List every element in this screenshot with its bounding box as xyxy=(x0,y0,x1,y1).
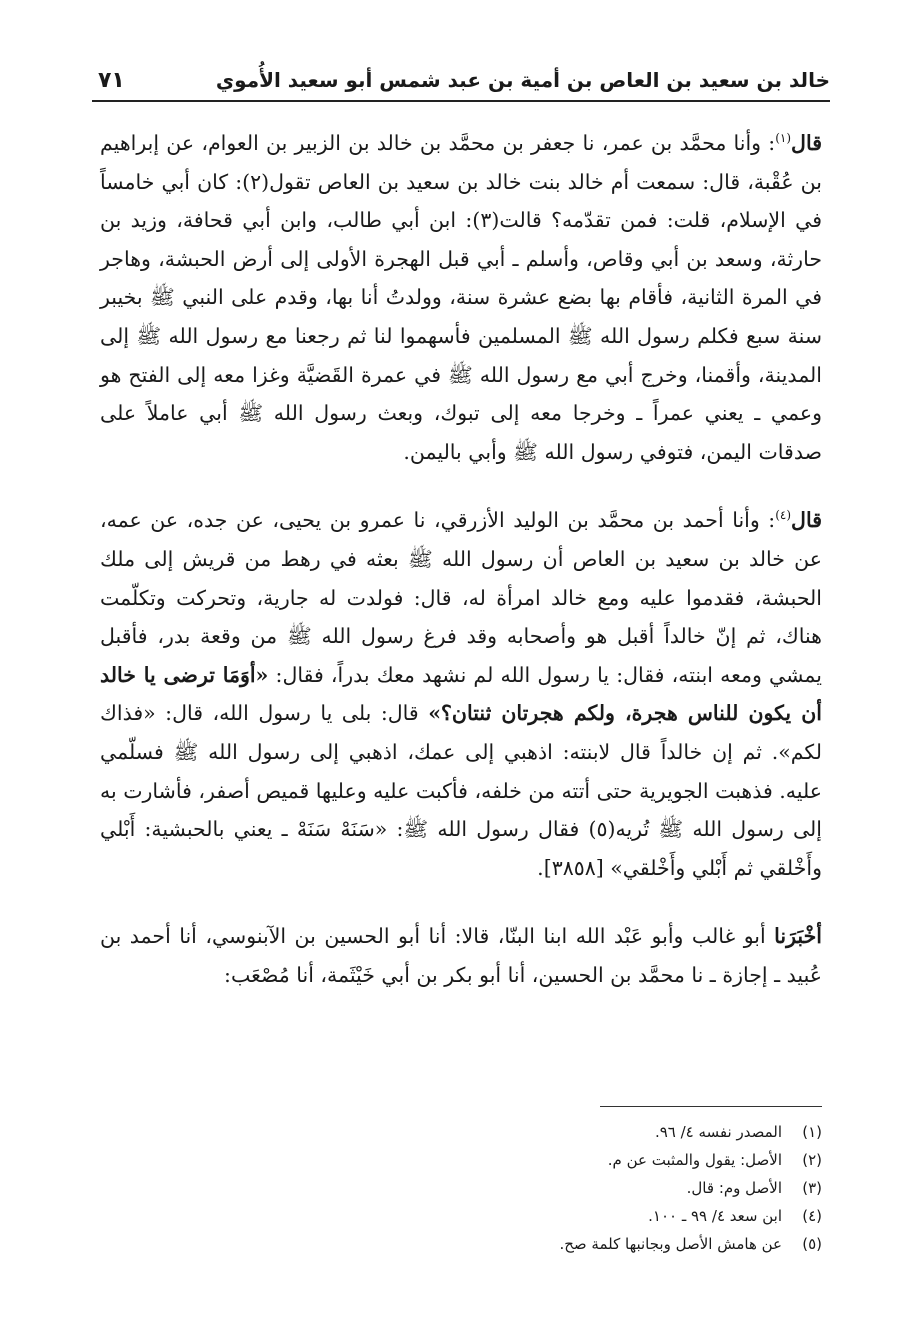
page-header xyxy=(92,62,830,102)
paragraph-2 xyxy=(100,501,822,887)
paragraph-text: أبو غالب وأبو عَبْد الله ابنا البنّا، قالا: أنا أبو الحسين بن الآبنوسي، أنا أحمد بن عُبيد ـ إجازة ـ نا محمَّد بن الحسين، أنا أبو بكر بن أبي خَيْثَمة، أنا مُصْعَب: xyxy=(100,924,822,987)
paragraph-lead: أخْبَرَنا xyxy=(774,924,822,949)
footnote-number: (٢) xyxy=(802,1151,822,1169)
paragraph-text: : وأنا أحمد بن محمَّد بن الوليد الأزرقي، نا عمرو بن يحيى، عن جده، عن عمه، عن خالد بن سعيد بن العاص أن رسول الله ﷺ بعثه في رهط من قريش إلى ملك الحبشة، فقدموا عليه ومع خالد امرأة له، قال: فولدت له جارية، وتحركت وتكلّمت هناك، ثم إنّ خالداً أقبل هو وأصحابه وقد فرغ رسول الله ﷺ من وقعة بدر، فأقبل يمشي ومعه ابنته، فقال: يا رسول الله لم نشهد معك بدراً، فقال: xyxy=(100,508,822,687)
footnote-item xyxy=(100,1118,822,1146)
running-title: خالد بن سعيد بن العاص بن أمية بن عبد شمس أبو سعيد الأُموي xyxy=(215,68,830,92)
footnote-number: (٣) xyxy=(802,1179,822,1197)
main-text xyxy=(100,124,822,1024)
footnote-item xyxy=(100,1174,822,1202)
footnote-ref: (١) xyxy=(775,131,792,146)
footnote-item xyxy=(100,1146,822,1174)
footnotes xyxy=(100,1118,822,1258)
footnote-text: الأصل: يقول والمثبت عن م. xyxy=(607,1151,782,1169)
footnote-item xyxy=(100,1230,822,1258)
footnote-text: ابن سعد ٤/ ٩٩ ـ ١٠٠. xyxy=(648,1207,782,1225)
footnote-number: (١) xyxy=(802,1123,822,1141)
paragraph-3 xyxy=(100,917,822,994)
footnote-divider xyxy=(600,1106,822,1107)
prophetic-quote: «أوَمَا ترضى يا خالد أن يكون للناس هجرة، ولكم هجرتان ثنتان؟» xyxy=(100,662,822,726)
paragraph-lead: قال xyxy=(791,131,822,155)
footnote-text: عن هامش الأصل وبجانبها كلمة صح. xyxy=(559,1235,782,1253)
paragraph-text-continued: قال: بلى يا رسول الله، قال: «فذاك لكم». ثم إن خالداً قال لابنته: اذهبي إلى عمك، اذهبي إلى رسول الله ﷺ فسلّمي عليه. فذهبت الجويرية حتى أتته من خلفه، فأكبت عليه وعليها قميص أصفر، فأشارت به إلى رسول الله ﷺ تُريه(٥) فقال رسول الله ﷺ: «سَنَهْ سَنَهْ ـ يعني بالحبشية: أَبْلي وأَخْلقي ثم أَبْلي وأَخْلقي» [٣٨٥٨]. xyxy=(100,701,822,880)
footnote-number: (٥) xyxy=(802,1235,822,1253)
page-number: ٧١ xyxy=(98,68,125,93)
footnote-item xyxy=(100,1202,822,1230)
footnote-text: الأصل وم: قال. xyxy=(686,1179,782,1197)
paragraph-lead: قال xyxy=(791,508,822,533)
paragraph-text: : وأنا محمَّد بن عمر، نا جعفر بن محمَّد بن خالد بن الزبير بن العوام، عن إبراهيم بن عُقْبة، قال: سمعت أم خالد بنت خالد بن سعيد بن العاص تقول(٢): كان أبي خامساً في الإسلام، قلت: فمن تقدّمه؟ قالت(٣): ابن أبي طالب، وابن أبي قحافة، وزيد بن حارثة، وسعد بن أبي وقاص، وأسلم ـ أبي قبل الهجرة الأولى إلى أرض الحبشة، وهاجر في المرة الثانية، فأقام بها بضع عشرة سنة، وولدتُ أنا بها، وقدم على النبي ﷺ بخيبر سنة سبع فكلم رسول الله ﷺ المسلمين فأسهموا لنا ثم رجعنا مع رسول الله ﷺ إلى المدينة، وأقمنا، وخرج أبي مع رسول الله ﷺ في عمرة القَضيَّة وغزا معه إلى الفتح هو وعمي ـ يعني عمراً ـ وخرجا معه إلى تبوك، وبعث رسول الله ﷺ أبي عاملاً على صدقات اليمن، فتوفي رسول الله ﷺ وأبي باليمن. xyxy=(100,131,823,464)
footnote-text: المصدر نفسه ٤/ ٩٦. xyxy=(654,1123,782,1141)
footnote-ref: (٤) xyxy=(775,508,792,523)
footnote-number: (٤) xyxy=(802,1207,822,1225)
paragraph-1 xyxy=(100,124,822,471)
